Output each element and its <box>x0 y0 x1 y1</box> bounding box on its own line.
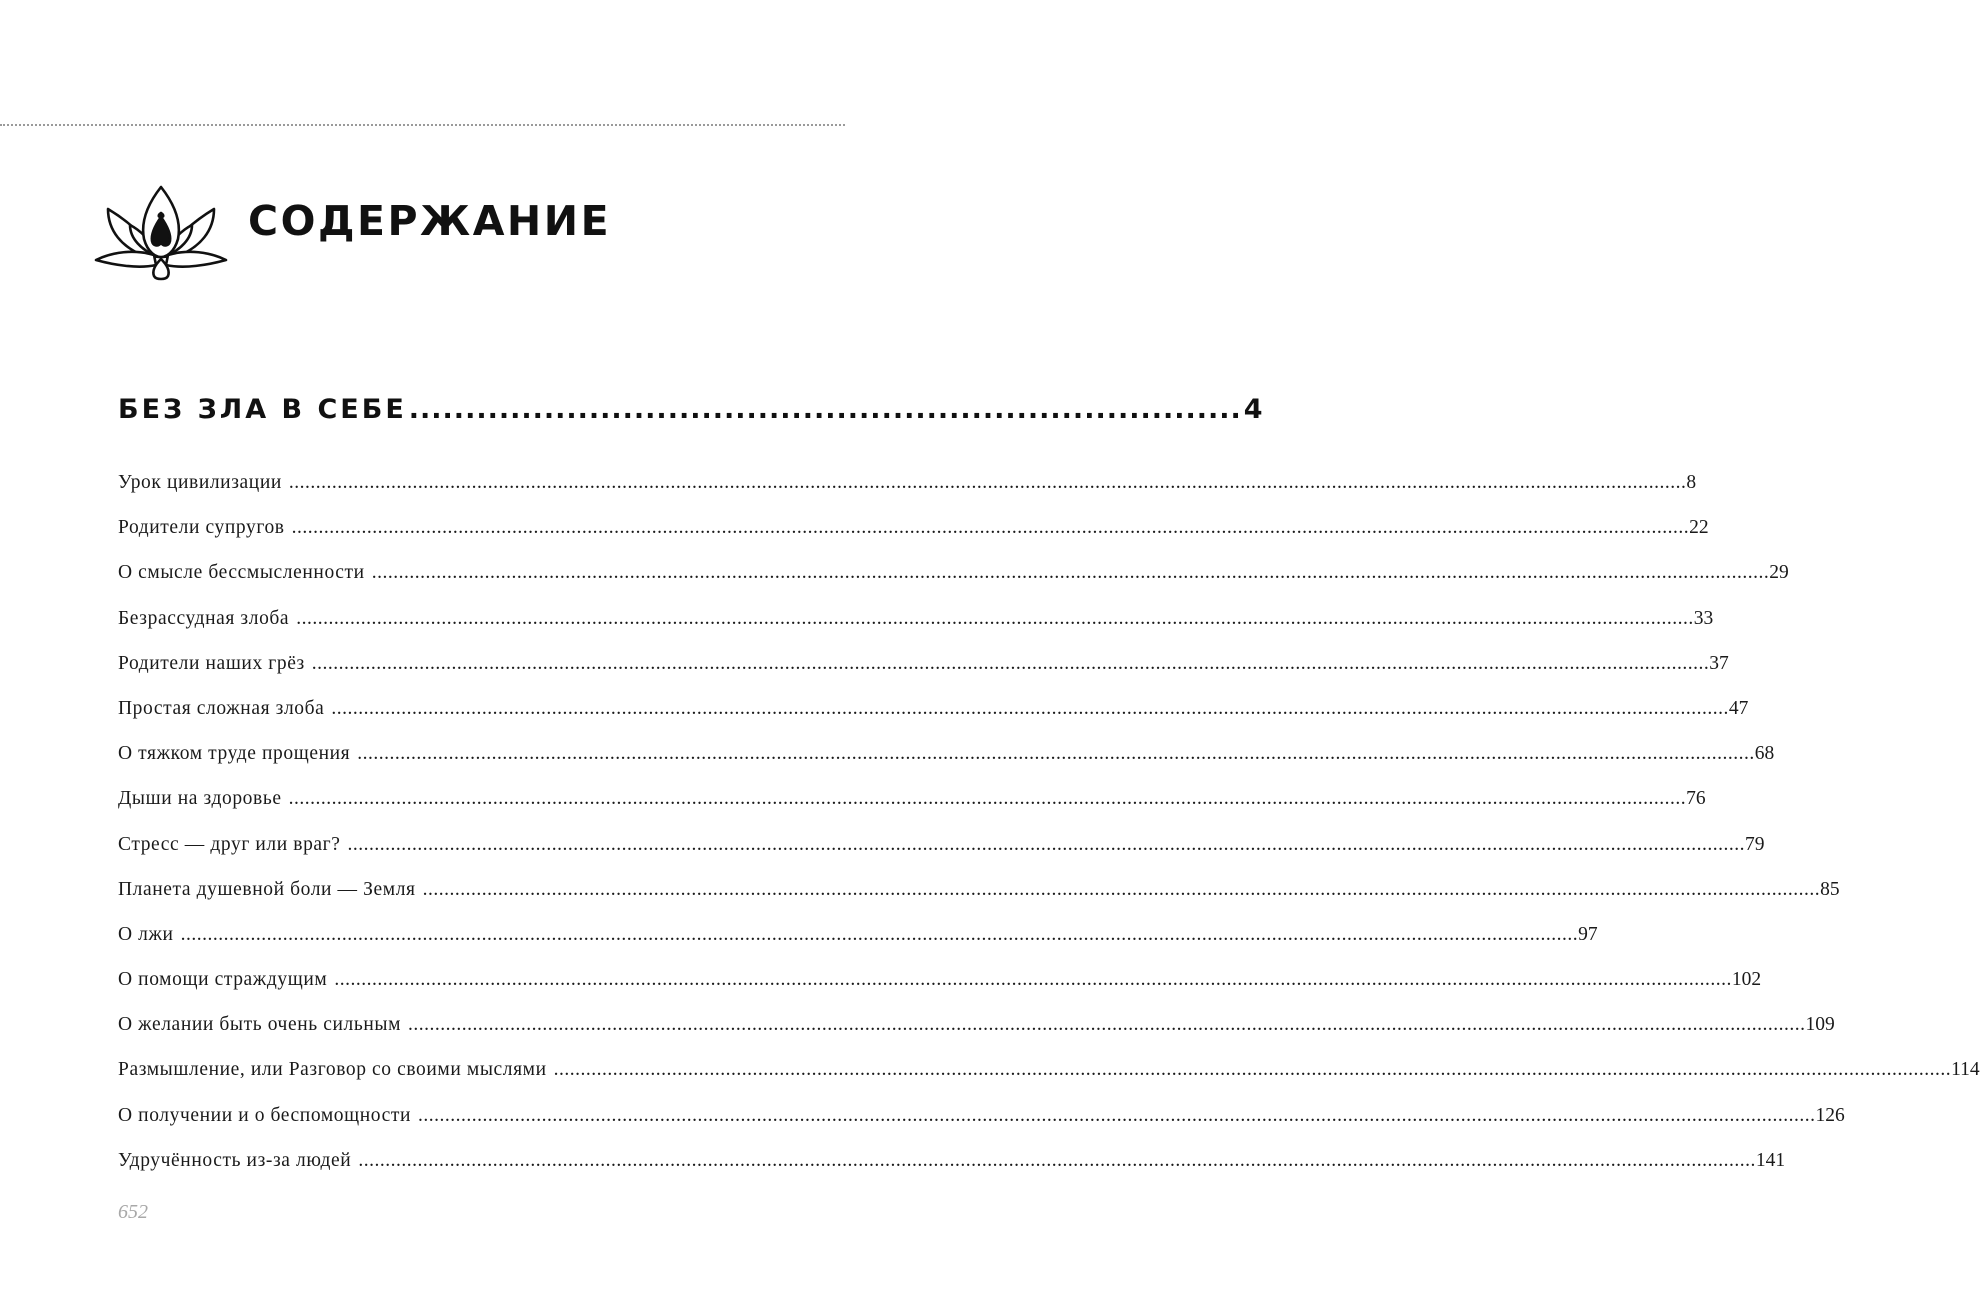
toc-entry[interactable] <box>118 647 1729 692</box>
page-title: СОДЕРЖАНИЕ <box>248 197 612 245</box>
toc-entry-page: 97 <box>1578 923 1598 945</box>
dot-leader: .................................................................................................................................................................................................................................................................... <box>422 878 1821 900</box>
toc-entry-page: 79 <box>1745 833 1765 855</box>
toc-entry[interactable] <box>118 782 1706 827</box>
toc-entry-title: Удручённость из-за людей <box>118 1149 352 1171</box>
dot-leader: .................................................................................................................................................................................................................................................................... <box>291 517 1690 539</box>
toc-section-heading[interactable] <box>118 390 1263 430</box>
toc-entry-page: 33 <box>1693 607 1714 629</box>
toc-entry-title: Родители супругов <box>118 517 285 539</box>
toc-entry-title: Родители наших грёз <box>118 652 305 674</box>
lotus-icon <box>94 183 228 283</box>
dot-leader: .................................................................................................................................................................................................................................................................... <box>180 923 1579 945</box>
toc-entry-title: Размышление, или Разговор со своими мыслями <box>118 1059 547 1081</box>
toc-entry[interactable] <box>118 963 1762 1008</box>
toc-entry-title: О желании быть очень сильным <box>118 1014 402 1036</box>
toc-entry-page: 29 <box>1769 562 1789 584</box>
toc-entry-title: Безрассудная злоба <box>118 607 290 629</box>
toc-entry[interactable] <box>118 1099 1845 1144</box>
toc-entry-page: 109 <box>1805 1014 1835 1036</box>
toc-entry[interactable] <box>118 511 1709 556</box>
dot-leader: .................................................................................................................................................................................................................................................................... <box>358 1149 1756 1171</box>
toc-entry-title: О лжи <box>118 923 174 945</box>
toc-entry-page: 8 <box>1686 472 1697 493</box>
toc-entry-page: 37 <box>1709 652 1729 674</box>
toc-entry-title: Урок цивилизации <box>118 472 282 493</box>
toc-list <box>118 466 1980 1189</box>
toc-entry-page: 47 <box>1728 697 1749 719</box>
page-number: 652 <box>118 1201 148 1223</box>
toc-entry[interactable] <box>118 556 1789 601</box>
dot-leader: .................................................................................................................................................................................................................................................................... <box>357 743 1755 765</box>
toc-entry[interactable] <box>118 602 1714 647</box>
toc-entry-title: Стресс — друг или враг? <box>118 833 341 855</box>
toc-entry[interactable] <box>118 918 1598 963</box>
toc-entry-page: 102 <box>1731 969 1762 991</box>
toc-entry[interactable] <box>118 1144 1786 1189</box>
toc-entry-title: О тяжком труде прощения <box>118 743 351 765</box>
toc-entry[interactable] <box>118 873 1840 918</box>
toc-entry[interactable] <box>118 737 1775 782</box>
dot-leader: .................................................................................................................................................................................................................................................................... <box>311 652 1710 674</box>
dot-leader: .................................................................................................................................................................................................................................................................... <box>408 1014 1806 1036</box>
dot-leader: .................................................................................................................................................................................................................................................................... <box>553 1059 1952 1081</box>
dot-leader: .................................................................................................................................................................................................................................................................... <box>418 1104 1816 1126</box>
toc-entry[interactable] <box>118 828 1765 873</box>
toc-entry[interactable] <box>118 466 1697 511</box>
toc-entry-page: 141 <box>1755 1149 1786 1171</box>
toc-entry-page: 114 <box>1951 1059 1980 1081</box>
dot-leader: .................................................................................................................................................................................................................................................................... <box>331 697 1729 719</box>
dotted-divider <box>0 124 845 126</box>
dot-leader: .................................................................................................................................................................................................................................................................... <box>296 607 1694 629</box>
toc-entry[interactable] <box>118 1053 1980 1098</box>
toc-entry-title: О смысле бессмысленности <box>118 562 365 584</box>
dot-leader: .................................................................................................................................................................................................................................................................... <box>288 788 1687 810</box>
toc-entry-title: Простая сложная злоба <box>118 697 325 719</box>
toc-entry-page: 126 <box>1815 1104 1845 1126</box>
section-page-number: 4 <box>1243 394 1263 425</box>
dot-leader: .................................................................................................................................................................................................................................................................... <box>288 472 1687 493</box>
toc-entry-page: 85 <box>1820 878 1840 900</box>
section-title: БЕЗ ЗЛА В СЕБЕ <box>118 394 407 425</box>
toc-entry-page: 76 <box>1686 788 1706 810</box>
toc-entry[interactable] <box>118 1008 1835 1053</box>
toc-entry-page: 68 <box>1754 743 1775 765</box>
toc-entry-page: 22 <box>1689 517 1709 539</box>
toc-entry-title: Планета душевной боли — Земля <box>118 878 416 900</box>
toc-entry[interactable] <box>118 692 1749 737</box>
toc-entry-title: О помощи страждущим <box>118 969 328 991</box>
dot-leader: .................................................................................................................................................................................................................................................................... <box>371 562 1770 584</box>
dot-leader: .................................................................................................................................................................................................................................................................... <box>347 833 1746 855</box>
dot-leader: .................................................................................................................................................................................................................................................................... <box>334 969 1732 991</box>
dot-leader: .......................................................................... <box>408 394 1242 425</box>
toc-entry-title: Дыши на здоровье <box>118 788 282 810</box>
toc-entry-title: О получении и о беспомощности <box>118 1104 412 1126</box>
